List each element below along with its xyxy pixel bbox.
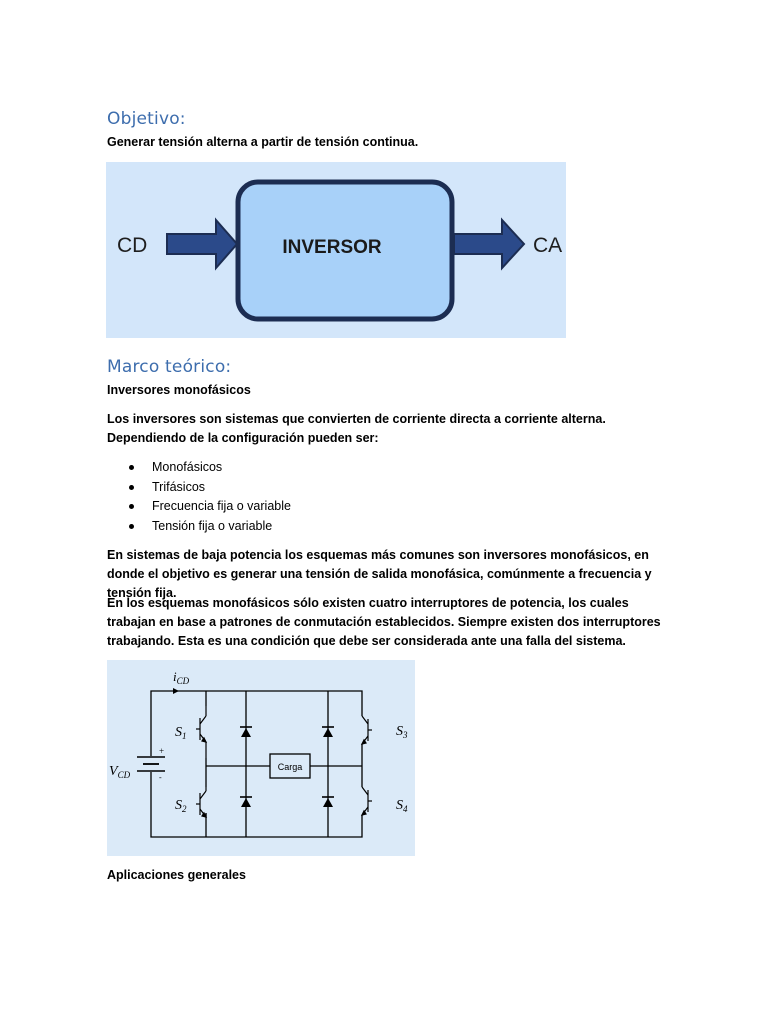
marco-heading: Marco teórico: [107,357,232,377]
paragraph-1: Los inversores son sistemas que convierten de corriente directa a corriente alterna. Dependiendo de la configuración pueden ser: [107,412,606,445]
bullet-list [107,458,291,536]
objetivo-heading: Objetivo: [107,109,186,129]
bullet-icon [129,465,134,470]
list-item [107,458,291,478]
list-item-text: Trifásicos [152,479,206,494]
output-label-ca: CA [533,234,563,257]
bullet-icon [129,504,134,509]
inverter-block-diagram [106,162,566,338]
bullet-icon [129,485,134,490]
list-item [107,478,291,498]
list-item-text: Tensión fija o variable [152,518,273,533]
paragraph-2: En sistemas de baja potencia los esquemas más comunes son inversores monofásicos, en donde el objetivo es generar una tensión de salida monofásica, comúnmente a frecuencia y tensión fija. [107,548,652,600]
switch-s3-label: $S_3$ [396,724,408,740]
switch-s4-label: $S_4$ [396,798,408,814]
svg-text:-: - [159,773,162,782]
switch-s1-label: $S_1$ [175,725,187,741]
svg-text:+: + [159,746,165,756]
h-bridge-circuit [107,660,415,856]
inversor-label: INVERSOR [282,237,382,258]
circuit-background [107,660,415,856]
paragraph-3: En los esquemas monofásicos sólo existen cuatro interruptores de potencia, los cuales trabajan en base a patrones de conmutación establecidos. Siempre existen dos interruptores trabajando. Esta es una condición que debe ser considerada ante una falla del sistema. [107,596,661,648]
current-label: $i_{CD}$ [173,669,190,686]
switch-s2-label: $S_2$ [175,798,187,814]
bullet-icon [129,524,134,529]
objetivo-text: Generar tensión alterna a partir de tensión continua. [107,135,419,149]
load-label: Carga [277,762,303,772]
list-item [107,517,291,537]
list-item [107,497,291,517]
list-item-text: Monofásicos [152,460,223,474]
marco-subheading: Inversores monofásicos [107,383,251,397]
list-item-text: Frecuencia fija o variable [152,499,291,513]
input-label-cd: CD [117,234,148,257]
aplicaciones-subheading: Aplicaciones generales [107,868,246,882]
source-label: $V_{CD}$ [109,764,131,780]
